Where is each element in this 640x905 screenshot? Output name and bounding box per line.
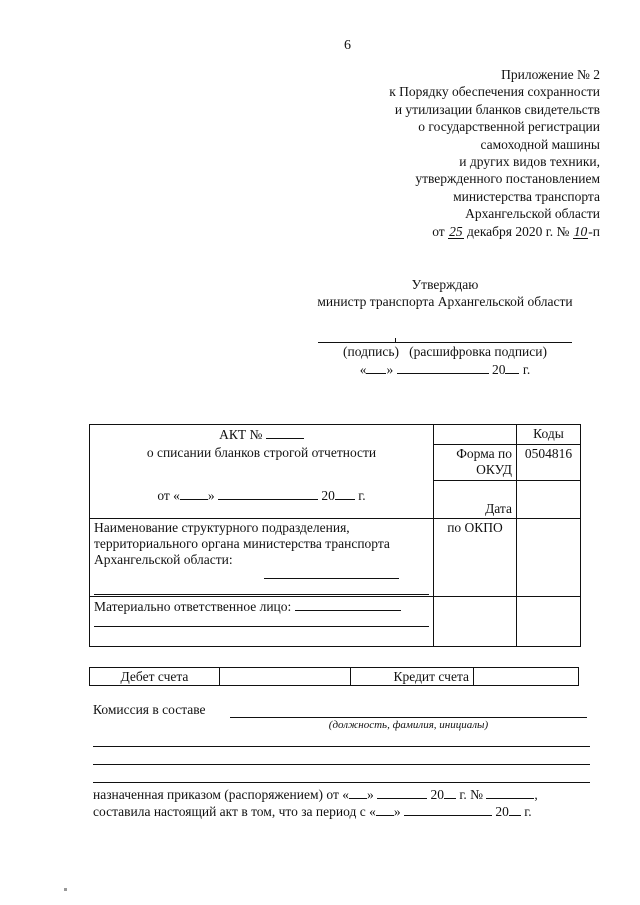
act-year-prefix: 20: [321, 488, 335, 503]
order-mid: »: [367, 787, 374, 802]
okud-value: 0504816: [517, 444, 581, 480]
period-line: [93, 803, 593, 820]
act-date-prefix: от «: [157, 488, 180, 503]
responsible-code-cell: [517, 596, 581, 646]
subdivision-cell: [90, 518, 434, 596]
approval-month-field[interactable]: [397, 361, 489, 374]
act-year-field[interactable]: [335, 487, 355, 500]
commission-line[interactable]: [93, 746, 590, 747]
responsible-field-line[interactable]: [94, 625, 429, 627]
credit-value[interactable]: [474, 668, 579, 686]
appendix-line: Приложение № 2: [501, 67, 600, 82]
commission-label: Комиссия в составе: [93, 702, 206, 717]
appendix-date-middle: декабря 2020 г. №: [466, 223, 570, 239]
scan-mark: [64, 888, 67, 891]
appendix-line: самоходной машины: [480, 136, 600, 152]
period-month-field[interactable]: [404, 803, 492, 816]
act-date-mid: »: [207, 488, 215, 503]
act-number-cell: [90, 425, 434, 445]
act-year-suffix: г.: [358, 488, 366, 503]
order-number-field[interactable]: [486, 786, 534, 799]
okud-label: Форма по ОКУД: [434, 444, 517, 480]
date-code-cell[interactable]: [517, 480, 581, 518]
accounts-table: [89, 667, 579, 686]
date-label: Дата: [434, 480, 517, 518]
appendix-line: министерства транспорта: [453, 188, 600, 204]
period-year-suffix: г.: [524, 804, 532, 819]
commission-line[interactable]: [93, 782, 590, 783]
page-number: 6: [344, 38, 352, 53]
order-line: [93, 786, 593, 803]
act-month-field[interactable]: [218, 487, 318, 500]
appendix-day: 25: [449, 223, 463, 239]
appendix-number: 10: [573, 223, 588, 239]
responsible-field[interactable]: [295, 598, 401, 611]
order-number-label: г. №: [459, 787, 484, 802]
act-date: [94, 487, 429, 504]
appendix-line: и других видов техники,: [459, 154, 600, 170]
period-year-field[interactable]: [509, 803, 521, 816]
appendix-line: утвержденного постановлением: [415, 171, 600, 187]
act-number-label: АКТ №: [219, 427, 263, 442]
signature-caption: (подпись) (расшифровка подписи): [343, 344, 547, 359]
responsible-cell: [90, 596, 434, 646]
approval-date: [300, 361, 590, 378]
act-number-field[interactable]: [266, 426, 304, 439]
approval-day-field[interactable]: [366, 361, 386, 374]
appendix-line: Архангельской области: [465, 206, 600, 222]
codes-header: Коды: [517, 425, 581, 445]
act-title: о списании бланков строгой отчетности: [146, 445, 377, 460]
appendix-date-line: [300, 223, 600, 240]
subdivision-field[interactable]: [264, 566, 399, 579]
order-end: ,: [534, 787, 538, 802]
period-text: составила настоящий акт в том, что за период с «: [93, 804, 376, 819]
approval-block: [300, 276, 590, 310]
approval-year-prefix: 20: [491, 362, 506, 377]
subdivision-field-line[interactable]: [94, 593, 429, 595]
period-year-prefix: 20: [495, 804, 509, 819]
period-day-field[interactable]: [376, 803, 394, 816]
commission-line[interactable]: [93, 764, 590, 765]
approval-official: министр транспорта Архангельской области: [317, 294, 573, 309]
okpo-label: по ОКПО: [434, 518, 517, 596]
approval-date-open: «: [359, 362, 367, 377]
act-title-cell: [90, 444, 434, 518]
empty-header-cell: [434, 425, 517, 445]
appendix-line: о государственной регистрации: [418, 119, 600, 135]
commission-field[interactable]: [230, 717, 587, 718]
appendix-block: [300, 66, 600, 240]
order-year-prefix: 20: [430, 787, 444, 802]
act-day-field[interactable]: [180, 487, 208, 500]
period-mid: »: [393, 804, 401, 819]
appendix-line: к Порядку обеспечения сохранности: [389, 84, 600, 100]
subdivision-label: Наименование структурного подразделения, территориального органа министерства транспорта Архангельской области:: [94, 519, 390, 567]
responsible-empty-cell: [434, 596, 517, 646]
okpo-code-cell[interactable]: [517, 518, 581, 596]
order-text: назначенная приказом (распоряжением) от «: [93, 787, 349, 802]
appendix-line: и утилизации бланков свидетельств: [394, 101, 600, 117]
act-table: [89, 424, 581, 647]
order-month-field[interactable]: [377, 786, 427, 799]
signature-line[interactable]: [318, 342, 572, 343]
appendix-number-suffix: -п: [588, 223, 600, 239]
responsible-label: Материально ответственное лицо:: [94, 598, 292, 614]
approval-title: Утверждаю: [411, 277, 479, 292]
credit-label: Кредит счета: [351, 668, 474, 686]
approval-date-mid: »: [386, 362, 394, 377]
order-year-field[interactable]: [444, 786, 456, 799]
commission-caption: (должность, фамилия, инициалы): [328, 719, 489, 731]
approval-year-suffix: г.: [522, 362, 531, 377]
approval-year-field[interactable]: [505, 361, 519, 374]
debit-label: Дебет счета: [90, 668, 220, 686]
signature-divider: [395, 338, 396, 343]
debit-value[interactable]: [220, 668, 351, 686]
order-day-field[interactable]: [349, 786, 367, 799]
appendix-date-prefix: от: [432, 223, 445, 239]
